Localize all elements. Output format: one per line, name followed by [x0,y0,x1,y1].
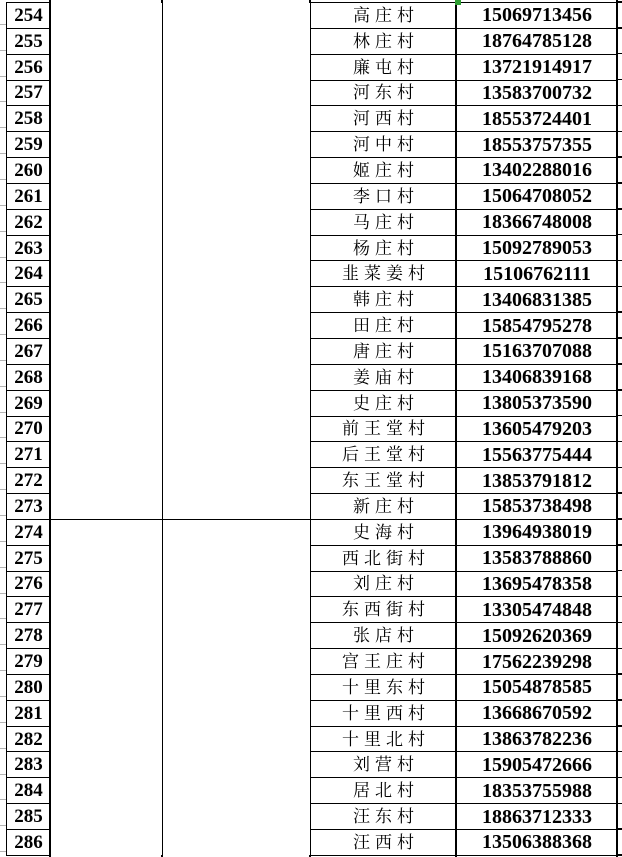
left-gridline-tick [0,179,6,180]
village-cell-text: 汪东村 [353,807,419,827]
right-border-stub [617,337,622,339]
right-border-stub [617,27,622,29]
village-cell-text: 马庄村 [353,212,419,232]
phone-cell[interactable]: 13695478358 [457,571,618,597]
village-cell[interactable] [311,545,457,571]
village-cell-text: 居北村 [353,781,419,801]
village-cell-text: 汪西村 [353,832,419,852]
phone-cell[interactable]: 13402288016 [457,158,618,184]
row-number-cell[interactable]: 258 [7,106,51,132]
village-cell-text: 史庄村 [353,393,419,413]
left-gridline-tick [0,593,6,594]
right-border-stub [617,311,622,313]
village-cell[interactable] [311,338,457,364]
right-border-stub [617,777,622,779]
village-cell-text: 李口村 [353,186,419,206]
right-border-stub [617,725,622,727]
right-border-stub [617,156,622,158]
village-cell-text: 廉屯村 [353,57,419,77]
village-cell-text: 河东村 [353,83,419,103]
right-border-stub [617,699,622,701]
row-number-cell[interactable]: 262 [7,209,51,235]
right-border-stub [617,622,622,624]
right-border-stub [617,648,622,650]
left-gridline-tick [0,437,6,438]
phone-cell[interactable]: 15069713456 [457,3,618,29]
row-number-cell[interactable]: 266 [7,313,51,339]
village-cell-text: 河中村 [353,135,419,155]
phone-cell[interactable]: 15853738498 [457,494,618,520]
village-cell[interactable] [311,468,457,494]
village-cell-text: 张店村 [353,626,419,646]
row-number-cell[interactable]: 282 [7,726,51,752]
village-cell[interactable] [311,623,457,649]
village-cell[interactable] [311,804,457,830]
village-cell-text: 河西村 [353,109,419,129]
right-border-stub [617,79,622,81]
row-number-cell[interactable]: 265 [7,287,51,313]
village-cell-text: 十里东村 [342,677,430,697]
left-gridline-tick [0,412,6,413]
right-border-stub [617,828,622,830]
village-cell[interactable] [311,494,457,520]
phone-cell[interactable]: 18353755988 [457,778,618,804]
phone-cell[interactable]: 13583700732 [457,80,618,106]
right-border-stub [617,182,622,184]
phone-cell[interactable]: 15064708052 [457,183,618,209]
left-gridline-tick [0,386,6,387]
left-gridline-tick [0,489,6,490]
village-cell[interactable] [311,649,457,675]
village-cell-text: 刘庄村 [353,574,419,594]
village-cell-text: 高庄村 [353,5,419,25]
left-gridline-tick [0,618,6,619]
phone-cell[interactable]: 13406831385 [457,287,618,313]
right-border-stub [617,1,622,3]
left-gridline-tick [0,127,6,128]
left-gridline-tick [0,101,6,102]
left-gridline-tick [0,360,6,361]
village-cell[interactable] [311,287,457,313]
village-cell-text: 唐庄村 [353,341,419,361]
row-number-cell[interactable]: 284 [7,778,51,804]
right-border-stub [617,105,622,107]
right-border-stub [617,415,622,417]
left-gridline-tick [0,50,6,51]
village-cell[interactable] [311,830,457,856]
left-gridline-tick [0,696,6,697]
row-number-cell[interactable]: 276 [7,571,51,597]
row-number-cell[interactable]: 256 [7,54,51,80]
left-gridline-tick [0,670,6,671]
village-cell-text: 林庄村 [353,31,419,51]
phone-cell[interactable]: 13583788860 [457,545,618,571]
village-cell[interactable] [311,106,457,132]
merged-cell-a[interactable] [51,3,163,520]
phone-cell[interactable]: 13853791812 [457,468,618,494]
right-border-stub [617,53,622,55]
village-cell-text: 杨庄村 [353,238,419,258]
right-border-stub [617,286,622,288]
merged-cell-a[interactable] [51,519,163,855]
phone-cell[interactable]: 13605479203 [457,416,618,442]
row-number-cell[interactable]: 286 [7,830,51,856]
phone-cell[interactable]: 18553757355 [457,132,618,158]
left-gridline-tick [0,825,6,826]
row-number-cell[interactable]: 267 [7,338,51,364]
phone-cell[interactable]: 18764785128 [457,28,618,54]
merged-cell-b[interactable] [163,519,311,855]
village-cell-text: 韩庄村 [353,290,419,310]
village-cell-text: 韭菜姜村 [342,264,430,284]
right-border-stub [617,854,622,856]
phone-cell[interactable]: 13506388368 [457,830,618,856]
row-number-cell[interactable]: 283 [7,752,51,778]
row-number-cell[interactable]: 255 [7,28,51,54]
village-cell-text: 东西街村 [342,600,430,620]
right-border-stub [617,570,622,572]
village-cell[interactable] [311,80,457,106]
row-number-cell[interactable]: 272 [7,468,51,494]
right-border-stub [617,441,622,443]
right-border-stub [617,260,622,262]
village-cell[interactable] [311,752,457,778]
village-cell[interactable] [311,416,457,442]
right-border-stub [617,596,622,598]
village-cell-text: 十里西村 [342,703,430,723]
left-gridline-tick [0,231,6,232]
left-gridline-tick [0,334,6,335]
village-cell[interactable] [311,571,457,597]
row-number-cell[interactable]: 273 [7,494,51,520]
phone-cell[interactable]: 18863712333 [457,804,618,830]
village-cell[interactable] [311,674,457,700]
right-border-stub [617,208,622,210]
left-gridline-tick [0,851,6,852]
left-gridline-tick [0,567,6,568]
phone-cell[interactable]: 13805373590 [457,390,618,416]
row-number-cell[interactable]: 274 [7,519,51,545]
village-cell[interactable] [311,54,457,80]
village-cell[interactable] [311,3,457,29]
right-border-stub [617,673,622,675]
village-cell[interactable] [311,132,457,158]
left-gridline-tick [0,257,6,258]
phone-cell[interactable]: 18366748008 [457,209,618,235]
village-cell[interactable] [311,313,457,339]
village-cell[interactable] [311,364,457,390]
right-border-stub [617,544,622,546]
village-cell[interactable] [311,778,457,804]
left-gridline-tick [0,463,6,464]
village-cell[interactable] [311,442,457,468]
village-cell[interactable] [311,28,457,54]
village-cell-text: 西北街村 [342,548,430,568]
phone-cell[interactable]: 17562239298 [457,649,618,675]
right-border-stub [617,131,622,133]
row-number-cell[interactable]: 269 [7,390,51,416]
right-border-stub [617,234,622,236]
village-cell-text: 后王堂村 [342,445,430,465]
row-number-cell[interactable]: 285 [7,804,51,830]
row-number-cell[interactable]: 270 [7,416,51,442]
village-cell-text: 十里北村 [342,729,430,749]
village-cell-text: 姜庙村 [353,367,419,387]
village-cell[interactable] [311,158,457,184]
row-number-cell[interactable]: 271 [7,442,51,468]
village-cell[interactable] [311,700,457,726]
row-number-cell[interactable]: 259 [7,132,51,158]
left-gridline-tick [0,205,6,206]
phone-cell[interactable]: 13964938019 [457,519,618,545]
right-border-stub [617,492,622,494]
row-number-cell[interactable]: 260 [7,158,51,184]
village-cell[interactable] [311,209,457,235]
row-number-cell[interactable]: 281 [7,700,51,726]
row-number-cell[interactable]: 263 [7,235,51,261]
right-border-stub [617,803,622,805]
phone-cell[interactable]: 15106762111 [457,261,618,287]
left-gridline-tick [0,515,6,516]
phone-cell[interactable]: 13721914917 [457,54,618,80]
village-cell[interactable] [311,597,457,623]
phone-cell[interactable]: 15854795278 [457,313,618,339]
right-border-stub [617,751,622,753]
phone-cell[interactable]: 15163707088 [457,338,618,364]
left-gridline-tick [0,24,6,25]
green-cell-corner-marker [455,0,461,5]
row-number-cell[interactable]: 280 [7,674,51,700]
village-cell[interactable] [311,261,457,287]
phone-cell[interactable]: 15092620369 [457,623,618,649]
village-cell-text: 姬庄村 [353,160,419,180]
village-cell-text: 田庄村 [353,316,419,336]
village-cell[interactable] [311,390,457,416]
row-number-cell[interactable]: 279 [7,649,51,675]
right-border-stub [617,389,622,391]
left-gridline-tick [0,76,6,77]
row-number-cell[interactable]: 278 [7,623,51,649]
right-border-stub [617,467,622,469]
left-gridline-tick [0,799,6,800]
phone-cell[interactable]: 15905472666 [457,752,618,778]
village-cell[interactable] [311,183,457,209]
row-number-cell[interactable]: 254 [7,3,51,29]
left-gridline-tick [0,644,6,645]
row-number-cell[interactable]: 268 [7,364,51,390]
table-row [7,3,618,29]
village-cell[interactable] [311,235,457,261]
merged-cell-b[interactable] [163,3,311,520]
phone-cell[interactable]: 13305474848 [457,597,618,623]
village-cell-text: 新庄村 [353,496,419,516]
phone-cell[interactable]: 15054878585 [457,674,618,700]
village-cell-text: 东王堂村 [342,471,430,491]
left-gridline-tick [0,153,6,154]
village-cell[interactable] [311,726,457,752]
data-table [6,2,618,856]
table-row [7,519,618,545]
village-cell-text: 宫王庄村 [342,652,430,672]
left-gridline-tick [0,308,6,309]
row-number-cell[interactable]: 277 [7,597,51,623]
left-gridline-tick [0,282,6,283]
phone-cell[interactable]: 15092789053 [457,235,618,261]
row-number-cell[interactable]: 275 [7,545,51,571]
row-number-cell[interactable]: 264 [7,261,51,287]
left-gridline-tick [0,774,6,775]
phone-cell[interactable]: 13863782236 [457,726,618,752]
village-cell-text: 史海村 [353,522,419,542]
left-gridline-tick [0,541,6,542]
right-border-stub [617,518,622,520]
phone-cell[interactable]: 15563775444 [457,442,618,468]
row-number-cell[interactable]: 261 [7,183,51,209]
village-cell-text: 前王堂村 [342,419,430,439]
village-cell-text: 刘营村 [353,755,419,775]
left-gridline-tick [0,722,6,723]
left-gridline-tick [0,748,6,749]
row-number-cell[interactable]: 257 [7,80,51,106]
phone-cell[interactable]: 13406839168 [457,364,618,390]
phone-cell[interactable]: 13668670592 [457,700,618,726]
phone-cell[interactable]: 18553724401 [457,106,618,132]
village-cell[interactable] [311,519,457,545]
right-border-stub [617,363,622,365]
